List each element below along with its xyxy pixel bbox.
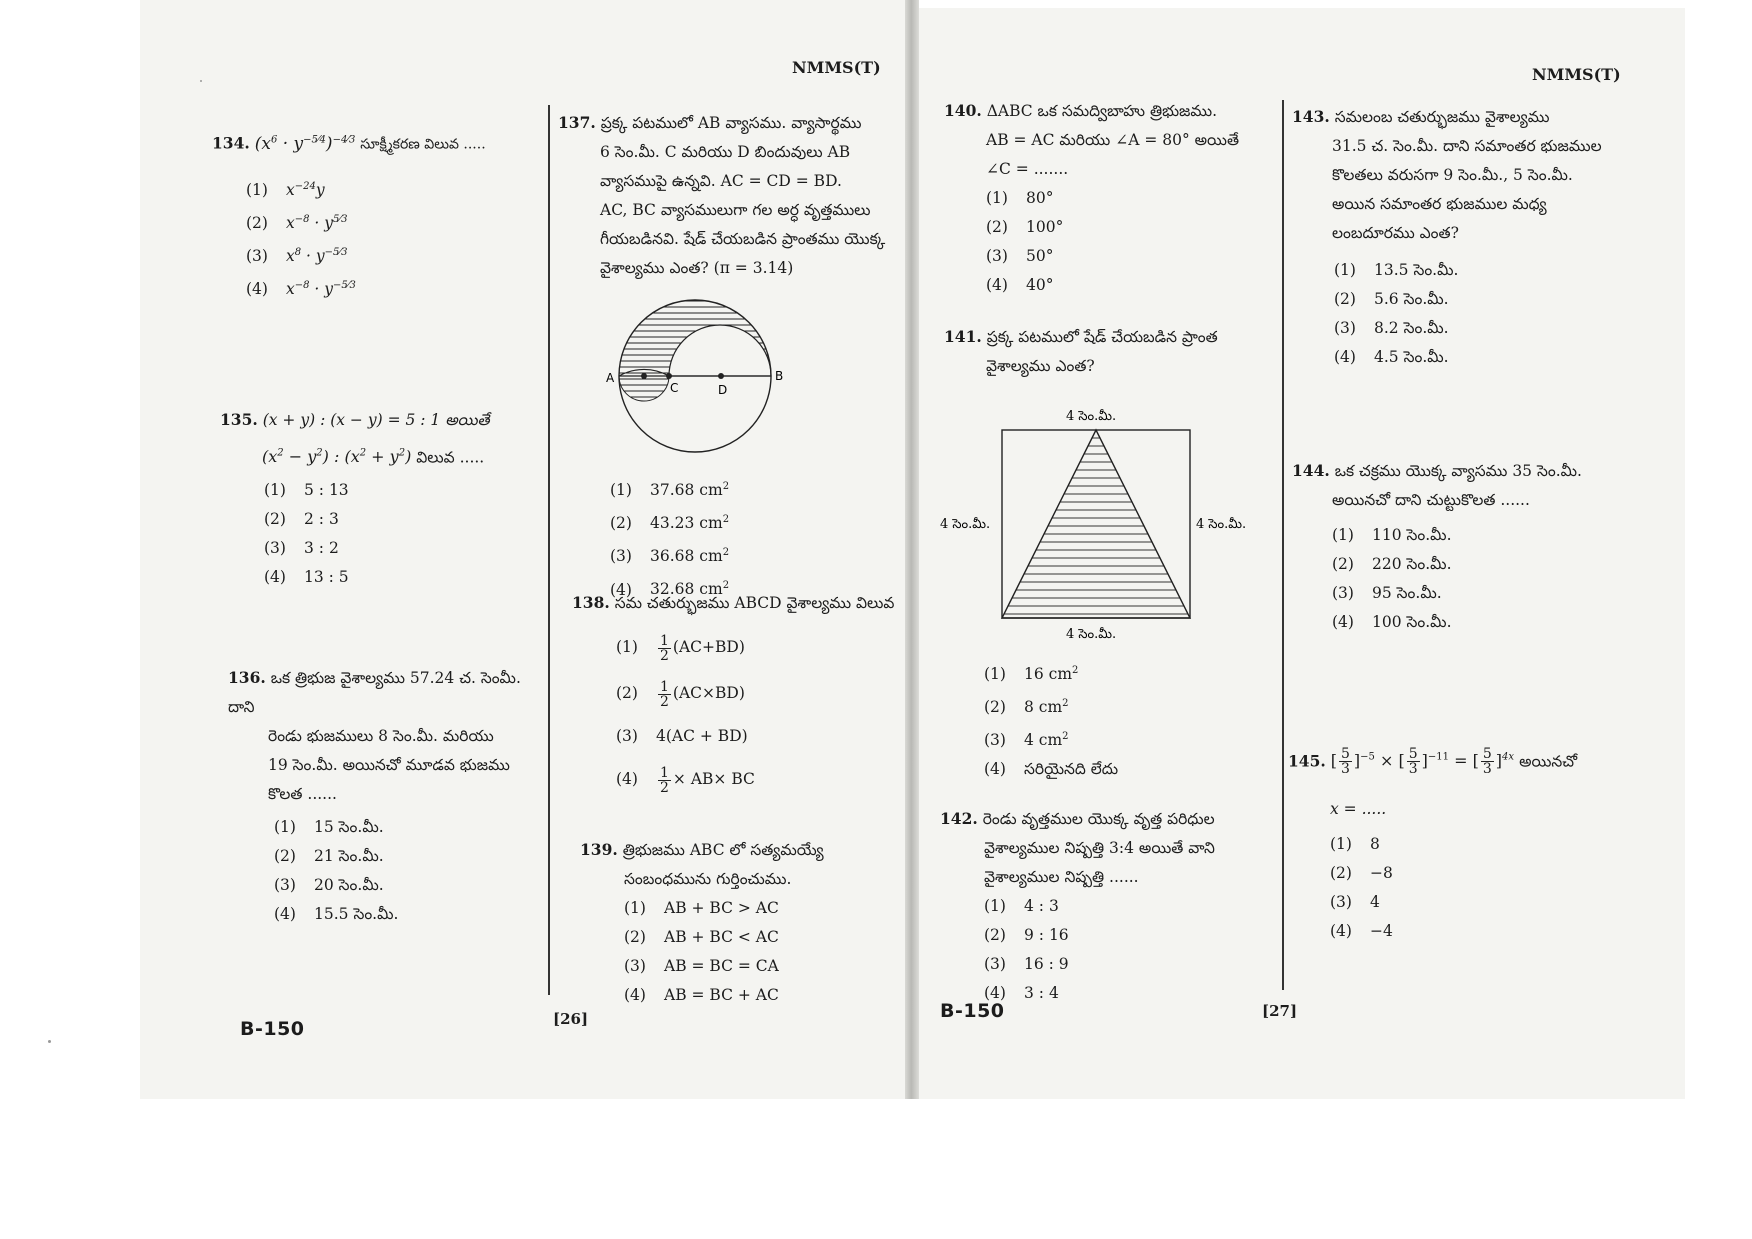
scan-speck <box>200 80 202 82</box>
left-column-rule <box>548 105 550 995</box>
question-number: 136. <box>228 668 266 687</box>
option-2[interactable]: (2) $x^{-8} \cdot y^{5⁄3}$ <box>246 213 348 232</box>
option-2[interactable]: (2) AB + BC < AC <box>624 928 779 946</box>
question-140 <box>944 96 1274 300</box>
question-text-3: వ్యాసముపై ఉన్నవి. AC = CD = BD. <box>600 172 842 190</box>
question-text: సూక్ష్మీకరణ విలువ ..... <box>360 136 486 153</box>
option-1[interactable]: (1) AB + BC > AC <box>624 899 779 917</box>
option-2[interactable]: (2) −8 <box>1330 864 1393 883</box>
question-number: 144. <box>1292 461 1330 480</box>
option-3[interactable]: (3) 16 : 9 <box>984 955 1069 973</box>
option-4[interactable]: (4) 100 సెం.మీ. <box>1332 613 1452 631</box>
question-text-2: AB = AC మరియు ∠A = 80° అయితే <box>986 131 1240 149</box>
option-2[interactable]: (2) 220 సెం.మీ. <box>1332 555 1452 573</box>
option-2[interactable]: (2) 100° <box>986 218 1064 236</box>
question-137-options <box>610 472 729 605</box>
question-text-2: 31.5 చ. సెం.మీ. దాని సమాంతర భుజముల <box>1332 137 1602 155</box>
label-c: C <box>670 381 679 395</box>
question-number: 143. <box>1292 107 1330 126</box>
label-a: A <box>606 371 615 385</box>
option-2[interactable]: (2) 9 : 16 <box>984 926 1069 944</box>
option-4[interactable]: (4) 40° <box>986 276 1054 294</box>
square-triangle-figure <box>940 402 1250 642</box>
option-4[interactable]: (4) సరియైనది లేదు <box>984 760 1119 779</box>
right-header: NMMS(T) <box>1532 65 1621 84</box>
option-1[interactable]: (1) $\frac{1}{2}$ (AC+BD) <box>616 632 745 664</box>
option-1[interactable]: (1) 110 సెం.మీ. <box>1332 526 1452 544</box>
option-4[interactable]: (4) 32.68 $cm^2$ <box>610 580 730 599</box>
label-right: 4 సెం.మీ. <box>1196 517 1247 532</box>
question-text: సమ చతుర్భుజము ABCD వైశాల్యము విలువ <box>614 594 895 612</box>
question-141-options <box>984 656 1118 784</box>
question-text-4: AC, BC వ్యాసములుగా గల అర్ధ వృత్తములు <box>600 201 871 219</box>
option-4[interactable]: (4) 15.5 సెం.మీ. <box>274 905 399 923</box>
question-number: 142. <box>940 809 978 828</box>
question-134 <box>212 125 542 304</box>
option-1[interactable]: (1) 4 : 3 <box>984 897 1059 915</box>
question-number: 137. <box>558 113 596 132</box>
shaded-triangle <box>1002 430 1190 618</box>
label-left: 4 సెం.మీ. <box>940 517 991 532</box>
question-142 <box>940 804 1280 1008</box>
question-text-3: కొలతలు వరుసగా 9 సెం.మీ., 5 సెం.మీ. <box>1332 166 1573 184</box>
point-dot <box>641 373 647 379</box>
option-1[interactable]: (1) 5 : 13 <box>264 481 349 500</box>
question-text: ΔABC ఒక సమద్విబాహు త్రిభుజము. <box>986 102 1218 120</box>
label-bottom: 4 సెం.మీ. <box>1066 627 1117 642</box>
question-text-3: వైశాల్యముల నిష్పత్తి ...... <box>984 868 1139 886</box>
option-1[interactable]: (1) 80° <box>986 189 1054 207</box>
option-2[interactable]: (2) $\frac{1}{2}$ (AC×BD) <box>616 678 745 710</box>
option-4[interactable]: (4) $x^{-8} \cdot y^{-5⁄3}$ <box>246 280 356 299</box>
expression: [ $\frac{5}{3}$ ]$^{-5}$ × [ $\frac{5}{3}$ ]$^{-11}$ = [ $\frac{5}{3}$ ]$^{4x}$ <box>1330 746 1514 778</box>
point-c-dot <box>666 373 672 379</box>
option-3[interactable]: (3) 3 : 2 <box>264 539 339 558</box>
option-4[interactable]: (4) 4.5 సెం.మీ. <box>1334 348 1449 366</box>
option-4[interactable]: (4) 3 : 4 <box>984 984 1059 1002</box>
question-139 <box>580 835 900 1010</box>
option-3[interactable]: (3) 4 <box>1330 893 1380 912</box>
question-144 <box>1292 456 1632 637</box>
option-3[interactable]: (3) 20 సెం.మీ. <box>274 876 384 894</box>
question-text: ఒక చక్రము యొక్క వ్యాసము 35 సెం.మీ. <box>1334 462 1582 480</box>
option-4[interactable]: (4) AB = BC + AC <box>624 986 779 1004</box>
option-4[interactable]: (4) −4 <box>1330 922 1393 941</box>
question-text-2: రెండు భుజములు 8 సెం.మీ. మరియు <box>268 727 494 745</box>
page-number-left: [26] <box>553 1010 589 1028</box>
question-text: ఒక త్రిభుజ వైశాల్యము 57.24 చ. సెంమీ. దాని <box>228 669 521 716</box>
question-text-6: వైశాల్యము ఎంత? (π = 3.14) <box>600 259 794 277</box>
option-2[interactable]: (2) 5.6 సెం.మీ. <box>1334 290 1449 308</box>
question-text: సమలంబ చతుర్భుజము వైశాల్యము <box>1334 108 1550 126</box>
option-4[interactable]: (4) $\frac{1}{2}$ × AB× BC <box>616 764 755 796</box>
label-b: B <box>775 369 784 383</box>
question-number: 140. <box>944 101 982 120</box>
question-text: (x + y) : (x − y) = 5 : 1 అయితే <box>262 411 490 429</box>
question-145 <box>1288 738 1648 946</box>
question-141 <box>944 322 1274 381</box>
option-2[interactable]: (2) 2 : 3 <box>264 510 339 529</box>
option-2[interactable]: (2) 43.23 $cm^2$ <box>610 514 730 533</box>
option-3[interactable]: (3) 50° <box>986 247 1054 265</box>
question-text-2: వైశాల్యము ఎంత? <box>986 357 1095 375</box>
expression: $(x^2 - y^2)$ : $(x^2 + y^2)$ <box>262 447 412 467</box>
question-text-5: లంబదూరము ఎంత? <box>1332 224 1459 242</box>
option-3[interactable]: (3) 8.2 సెం.మీ. <box>1334 319 1449 337</box>
question-text: త్రిభుజము ABC లో సత్యమయ్యే <box>622 841 824 859</box>
book-gutter <box>905 0 919 1099</box>
question-135 <box>220 405 540 592</box>
option-3[interactable]: (3) 95 సెం.మీ. <box>1332 584 1442 602</box>
option-3[interactable]: (3) 4 $cm^2$ <box>984 731 1069 750</box>
question-number: 134. <box>212 133 250 153</box>
option-1[interactable]: (1) 8 <box>1330 835 1380 854</box>
question-143 <box>1292 102 1632 372</box>
question-text-2: వైశాల్యముల నిష్పత్తి 3:4 అయితే వాని <box>984 839 1215 857</box>
question-text: అయినచో <box>1519 752 1578 771</box>
circle-figure <box>600 298 800 458</box>
label-top: 4 సెం.మీ. <box>1066 409 1117 424</box>
question-text-4: అయిన సమాంతర భుజముల మధ్య <box>1332 195 1547 213</box>
scan-speck <box>48 1040 51 1043</box>
option-1[interactable]: (1) 13.5 సెం.మీ. <box>1334 261 1459 279</box>
expression: $(x^6 \cdot y^{-5⁄4})^{-4⁄3}$ <box>254 133 356 154</box>
right-column-rule <box>1282 100 1284 990</box>
question-text-3: 19 సెం.మీ. అయినచో మూడవ భుజము <box>268 756 510 774</box>
option-3[interactable]: (3) AB = BC = CA <box>624 957 779 975</box>
booklet-code-right: B-150 <box>940 1000 1005 1022</box>
question-text: రెండు వృత్తముల యొక్క వృత్త పరిధుల <box>982 810 1215 828</box>
question-text-2: విలువ ..... <box>416 448 485 467</box>
option-3[interactable]: (3) 4(AC + BD) <box>616 727 748 745</box>
option-1[interactable]: (1) 37.68 $cm^2$ <box>610 481 730 500</box>
question-number: 138. <box>572 593 610 612</box>
question-text-2: అయినచో దాని చుట్టుకొలత ...... <box>1332 491 1530 509</box>
x-equals: x = ..... <box>1330 800 1387 819</box>
question-138 <box>572 588 902 802</box>
question-number: 141. <box>944 327 982 346</box>
page-number-right: [27] <box>1262 1002 1298 1020</box>
option-3[interactable]: (3) $x^8 \cdot y^{-5⁄3}$ <box>246 246 348 266</box>
option-2[interactable]: (2) 21 సెం.మీ. <box>274 847 384 865</box>
question-text-3: ∠C = ....... <box>986 160 1069 178</box>
booklet-code-left: B-150 <box>240 1018 305 1040</box>
point-d-dot <box>718 373 724 379</box>
question-number: 135. <box>220 410 258 429</box>
option-2[interactable]: (2) 8 $cm^2$ <box>984 698 1069 717</box>
question-137 <box>558 108 898 283</box>
lower-small-semicircle <box>619 376 669 401</box>
question-text-5: గీయబడినవి. షేడ్ చేయబడిన ప్రాంతము యొక్క <box>600 230 886 248</box>
question-text-2: సంబంధమును గుర్తించుము. <box>624 870 792 888</box>
left-header: NMMS(T) <box>792 58 881 77</box>
question-text-4: కొలత ...... <box>268 785 337 803</box>
question-number: 139. <box>580 840 618 859</box>
label-d: D <box>718 383 728 397</box>
option-4[interactable]: (4) 13 : 5 <box>264 568 349 587</box>
option-1[interactable]: (1) $x^{-24}y$ <box>246 180 325 199</box>
question-text-2: 6 సెం.మీ. C మరియు D బిందువులు AB <box>600 143 851 161</box>
option-3[interactable]: (3) 36.68 $cm^2$ <box>610 547 730 566</box>
question-text: ప్రక్క పటములో షేడ్ చేయబడిన ప్రాంత <box>986 328 1218 346</box>
question-136 <box>228 663 548 929</box>
question-number: 145. <box>1288 751 1326 771</box>
option-1[interactable]: (1) 15 సెం.మీ. <box>274 818 384 836</box>
option-1[interactable]: (1) 16 $cm^2$ <box>984 665 1079 684</box>
question-text: ప్రక్క పటములో AB వ్యాసము. వ్యాసార్థము <box>600 114 862 132</box>
